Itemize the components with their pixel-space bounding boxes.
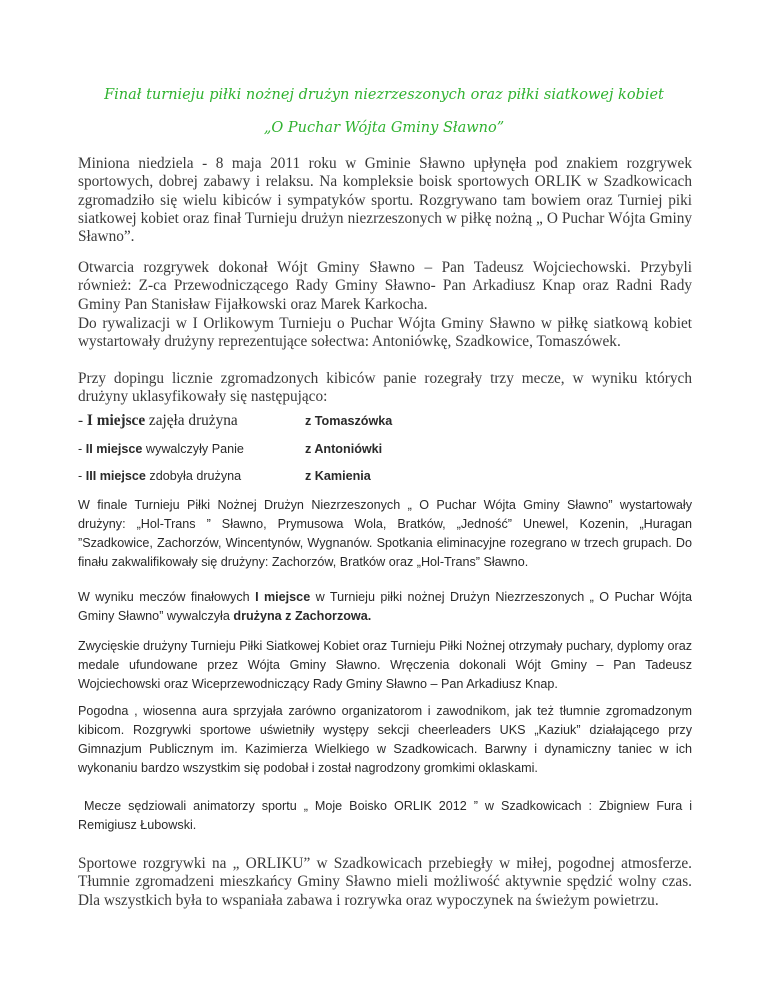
paragraph-volleyball-results-intro: Przy dopingu licznie zgromadzonych kibiców panie rozegrały trzy mecze, w wyniku których drużyny uklasyfikowały się następująco: [78, 370, 692, 406]
result-place-3: - III miejsce zdobyła drużyna [78, 469, 242, 483]
result-row-3 [78, 469, 692, 489]
result-place-1: - I miejsce zajęła drużyna [78, 412, 238, 429]
paragraph-football-final: W finale Turnieju Piłki Nożnej Drużyn Niezrzeszonych „ O Puchar Wójta Gminy Sławno” wystartowały drużyny: „Hol-Trans ” Sławno, Prymusowa Wola, Bratków, „Jedność” Unewel, Kozenin, „Huragan ”Szadkowice, Zachorzów, Wincentynów, Wygnanów. Spotkania eliminacyjne rozegrano w trzech grupach. Do finału zakwalifikowały się drużyny: Zachorzów, Bratków oraz „Hol-Trans” Sławno. [78, 498, 692, 569]
result-team-3: z Kamienia [305, 469, 371, 483]
paragraph-cheerleaders: Pogodna , wiosenna aura sprzyjała zarówno organizatorom i zawodnikom, jak też tłumnie zgromadzonym kibicom. Rozgrywki sportowe uświetniły występy sekcji cheerleaders UKS „Kaziuk” działającego przy Gimnazjum Publicznym im. Kazimierza Wielkiego w Szadkowicach. Barwny i dynamiczny taniec w ich wykonaniu bardzo wszystkim się podobał i został nagrodzony gromkimi oklaskami. [78, 704, 692, 775]
result-row-1 [78, 412, 692, 432]
article-subtitle: „O Puchar Wójta Gminy Sławno” [263, 120, 505, 136]
paragraph-football-winner: W wyniku meczów finałowych I miejsce w Turnieju piłki nożnej Drużyn Niezrzeszonych „ O Puchar Wójta Gminy Sławno” wywalczyła drużyna z Zachorzowa. [78, 590, 692, 623]
paragraph-intro: Miniona niedziela - 8 maja 2011 roku w Gminie Sławno upłynęła pod znakiem rozgrywek sportowych, dobrej zabawy i relaksu. Na kompleksie boisk sportowych ORLIK w Szadkowicach zgromadziło się wielu kibiców i sympatyków sportu. Rozgrywano tam bowiem oraz Turniej piki siatkowej kobiet oraz finał Turnieju drużyn niezrzeszonych w piłkę nożną „ O Puchar Wójta Gminy Sławno”. [78, 155, 692, 246]
paragraph-awards: Zwycięskie drużyny Turnieju Piłki Siatkowej Kobiet oraz Turnieju Piłki Nożnej otrzymały puchary, dyplomy oraz medale ufundowane przez Wójta Gminy Sławno. Wręczenia dokonali Wójt Gminy – Pan Tadeusz Wojciechowski oraz Wiceprzewodniczący Rady Gminy Sławno – Pan Arkadiusz Knap. [78, 639, 692, 691]
paragraph-referees: Mecze sędziowali animatorzy sportu „ Moje Boisko ORLIK 2012 ” w Szadkowicach : Zbigniew Fura i Remigiusz Łubowski. [78, 799, 692, 832]
paragraph-opening: Otwarcia rozgrywek dokonał Wójt Gminy Sławno – Pan Tadeusz Wojciechowski. Przybyli również: Z-ca Przewodniczącego Rady Gminy Sławno- Pan Arkadiusz Knap oraz Radni Rady Gminy Pan Stanisław Fijałkowski oraz Marek Karkocha. [78, 259, 692, 313]
result-row-2 [78, 442, 692, 462]
paragraph-volleyball-teams: Do rywalizacji w I Orlikowym Turnieju o Puchar Wójta Gminy Sławno w piłkę siatkową kobiet wystartowały drużyny reprezentujące sołectwa: Antoniówkę, Szadkowice, Tomaszówek. [78, 315, 692, 351]
paragraph-closing: Sportowe rozgrywki na „ ORLIKU” w Szadkowicach przebiegły w miłej, pogodnej atmosferze. Tłumnie zgromadzeni mieszkańcy Gminy Sławno mieli możliwość aktywnie spędzić wolny czas. Dla wszystkich była to wspaniała zabawa i rozrywka oraz wypoczynek na świeżym powietrzu. [78, 855, 692, 909]
result-team-1: z Tomaszówka [305, 414, 393, 428]
result-place-2: - II miejsce wywalczyły Panie [78, 442, 244, 456]
result-team-2: z Antoniówki [305, 442, 383, 456]
article-title: Finał turnieju piłki nożnej drużyn niezrzeszonych oraz piłki siatkowej kobiet [104, 87, 664, 103]
